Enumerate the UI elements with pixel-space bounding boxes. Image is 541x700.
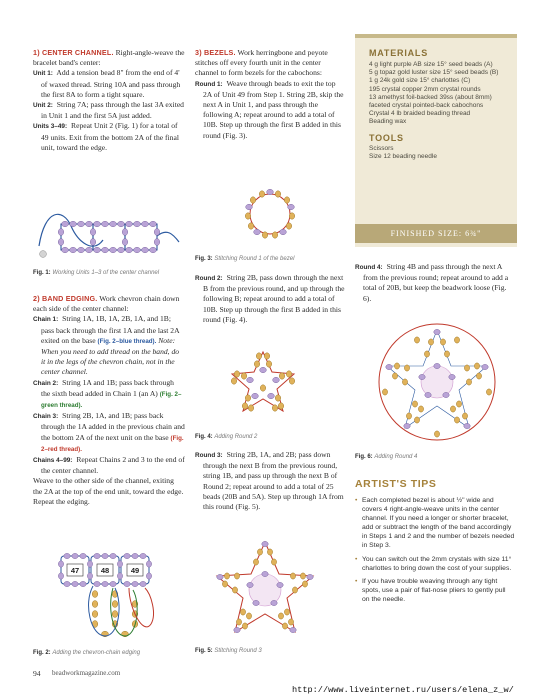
tool-item: Scissors [369,144,394,152]
tip-item: • You can switch out the 2mm crystals with size 11° charlottes to bring down the cost of your supplies. [355,555,515,573]
tools-heading: TOOLS [369,132,404,143]
figure-5-diagram [195,534,345,646]
figure-3 [195,182,345,266]
column-left [33,48,185,153]
figure-6-caption: Fig. 6: Adding Round 4 [355,454,418,460]
tip-item: • If you have trouble weaving through any tight spots, use a pair of flat-nose pliers to gently pull on the needle. [355,577,515,604]
materials-heading: MATERIALS [369,48,429,58]
figure-2 [33,544,185,664]
material-item: Beading wax [369,118,407,126]
finished-size-banner: FINISHED SIZE: 6¾" [355,224,517,243]
step-round4: Round 4: String 4B and pass through the next A from the previous round; repeat around to add a total of 20B, but keep the beadwork loose (Fig. 6). [355,262,509,303]
bezel-round1 [245,189,294,238]
figure-4-caption: Fig. 4: Adding Round 2 [195,434,258,440]
step-chain2: Chain 2: String 1A and 1B; pass back through the sixth bead added in Chain 1 (an A) (Fig. 2–green thread). [33,377,182,410]
bezel-round3 [217,541,313,632]
weave-other-side: Weave to the other side of the channel, exiting the 2A at the top of the end unit, toward the edge. Repeat the edging. [33,476,184,506]
figure-4-diagram [195,342,345,430]
column-middle [195,48,345,141]
gold-beads [92,591,138,637]
unit-label-48: 48 [100,566,110,575]
center-channel-intro: 1) CENTER CHANNEL. Right-angle-weave the bracelet band's center: [33,48,185,68]
materials-list [369,61,511,127]
step-chain1: Chain 1: String 1A, 1B, 1A, 2B, 1A, and 1B; pass back through the first 1A and the last 2A exited on the base (Fig. 2–blue thread). Note: When you need to add thread on the band, do it in the legs of the chevron chain, not in the center channel. [33,314,180,377]
unit-label-47: 47 [70,566,80,575]
bezel-round2 [231,352,294,411]
section-heading-bezels: 3) BEZELS. [195,48,236,57]
step-round3: Round 3: String 2B, 1A, and 2B; pass down through the next B from the previous round, string 1B, and pass up through the next B of Round 2; repeat around to add a total of 25 beads (20B and 5A). Step up through 1A from this round (Fig. 5). [195,450,344,512]
materials-content [369,48,511,161]
step-round2: Round 2: String 2B, pass down through the next B from the previous round, and up through the following B; repeat around to add a total of 10B. Step up through the first B added in this round (Fig. 4). [195,273,345,324]
section-heading-band-edging: 2) BAND EDGING. [33,294,98,303]
figure-1-caption: Fig. 1: Working Units 1–3 of the center channel [33,270,160,276]
column-right-round4 [355,262,515,304]
figure-3-caption: Fig. 3: Stitching Round 1 of the bezel [195,256,295,262]
edging-threads [89,586,154,636]
figure-5-caption: Fig. 5: Stitching Round 3 [195,648,262,654]
material-item: Crystal 4 lb braided beading thread [369,110,471,118]
watermark-url: http://www.liveinternet.ru/users/elena_z_w/ [292,685,514,695]
figure-6 [355,316,517,466]
material-item: 13 amethyst foil-backed 39ss (about 8mm) faceted crystal pointed-back cabochons [369,93,492,110]
materials-box-top-rule [355,34,517,38]
tools-list [369,145,511,161]
page-number: 94 [33,669,41,678]
figure-4 [195,342,345,444]
column-middle-round3 [195,450,345,512]
column-left-lower [33,294,185,507]
step-round1: Round 1: Weave through beads to exit the top 2A of Unit 49 from Step 1. String 2B, skip the next A in Unit 1, and pass through the following A; repeat around to add a total of 10B. Step up through the first B added in this round (Fig. 3). [195,78,344,140]
tip-item: • Each completed bezel is about ½" wide and covers 4 right-angle-weave units in the center channel. If you need a longer or shorter bracelet, add or subtract the length of the band accordingly in Steps 1 and 2 and the number of bezels needed in Step 3. [355,496,515,551]
figure-1 [33,206,185,278]
artists-tips [355,478,515,604]
tips-list [355,496,515,604]
step-chain3: Chain 3: String 2B, 1A, and 1B; pass back through the 1A added in the previous chain and the bottom 2A of the next unit on the base (Fig. 2–red thread). [33,411,185,453]
tool-item: Size 12 beading needle [369,152,437,160]
step-chains-4-99: Chains 4–99: Repeat Chains 2 and 3 to the end of the center channel. [33,455,185,476]
section-heading-center-channel: 1) CENTER CHANNEL. [33,48,114,57]
bezels-intro: 3) BEZELS. Work herringbone and peyote stitches off every fourth unit in the center channel to form bezels for the cabochons: [195,48,328,78]
material-item: 195 crystal copper 2mm crystal rounds [369,85,481,93]
footer-site-link[interactable]: beadworkmagazine.com [52,669,121,677]
unit-number-labels [67,564,143,576]
figure-2-diagram [33,544,185,644]
artists-tips-heading: ARTIST'S TIPS [355,478,437,490]
figure-2-caption: Fig. 2: Adding the chevron-chain edging [33,650,141,656]
step-unit1: Unit 1: Add a tension bead 8" from the end of 4' of waxed thread. String 10A and pass through the first 8A to form a tight square. [33,68,181,99]
right-angle-weave-units [39,214,179,257]
figure-3-diagram [195,182,345,250]
material-item: 5 g topaz gold luster size 15° seed beads (B) [369,69,499,77]
column-middle-round2 [195,273,345,325]
figure-6-diagram [355,316,517,450]
figure-5 [195,534,345,662]
step-units-3-49: Units 3–49: Repeat Unit 2 (Fig. 1) for a total of 49 units. Exit from the bottom 2A of the final unit, toward the edge. [33,121,179,152]
figure-1-diagram [33,206,185,268]
material-item: 1 g 24k gold size 15° charlottes (C) [369,77,471,85]
bezel-round4 [379,324,495,440]
unit-label-49: 49 [130,566,140,575]
band-edging-intro: 2) BAND EDGING. Work chevron chain down each side of the center channel: [33,294,180,314]
step-unit2: Unit 2: String 7A; pass through the last 3A exited in Unit 1 and the first 5A just added. [33,100,184,121]
purple-beads [58,221,159,252]
material-item: 4 g light purple AB size 15° seed beads (A) [369,61,493,68]
